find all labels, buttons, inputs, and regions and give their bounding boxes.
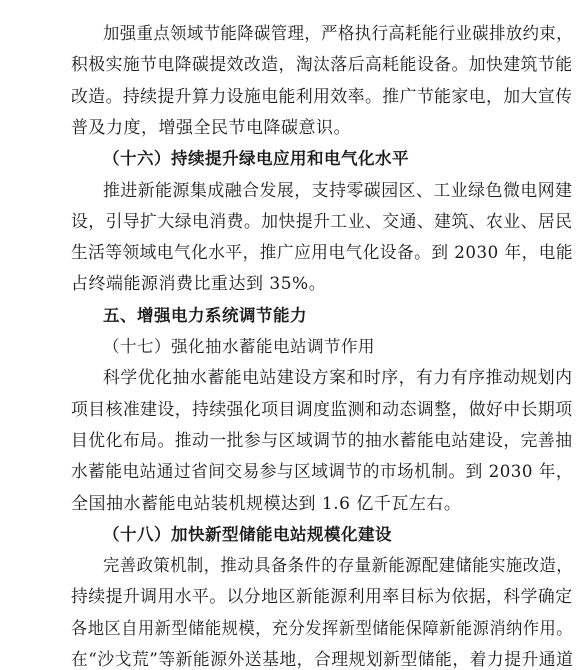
text-line: 项目核准建设，持续强化项目调度监测和动态调整，做好中长期项	[71, 399, 573, 420]
text-line: 积极实施节电降碳提效改造，淘汰落后高耗能设备。加快建筑节能	[71, 55, 573, 76]
text-line: 占终端能源消费比重达到 35%。	[71, 274, 327, 295]
text-line: 在“沙戈荒”等新能源外送基地，合理规划新型储能，着力提升通道	[71, 650, 574, 670]
section-heading: 五、增强电力系统调节能力	[103, 305, 307, 325]
text-line: 生活等领域电气化水平，推广应用电气化设备。到 2030 年，电能	[71, 243, 574, 264]
text-line: 科学优化抽水蓄能电站建设方案和时序，有力有序推动规划内	[103, 368, 573, 389]
text-line: 设，引导扩大绿电消费。加快提升工业、交通、建筑、农业、居民	[71, 211, 573, 232]
text-line: 改造。持续提升算力设施电能利用效率。推广节能家电，加大宣传	[71, 86, 573, 107]
text-line: 目优化布局。推动一批参与区域调节的抽水蓄能电站建设，完善抽	[71, 430, 573, 451]
text-line: 全国抽水蓄能电站装机规模达到 1.6 亿千瓦左右。	[71, 493, 462, 514]
text-line: 加强重点领域节能降碳管理，严格执行高耗能行业碳排放约束，	[103, 24, 574, 44]
text-line: 各地区自用新型储能规模，充分发挥新型储能保障新能源消纳作用。	[71, 618, 574, 639]
text-line: 持续提升调用水平。以分地区新能源利用率目标为依据，科学确定	[71, 587, 573, 608]
section-subheading: （十六）持续提升绿电应用和电气化水平	[103, 149, 409, 169]
text-line: 普及力度，增强全民节电降碳意识。	[71, 117, 351, 138]
section-subheading: （十八）加快新型储能电站规模化建设	[103, 524, 392, 544]
text-line: 推进新能源集成融合发展，支持零碳园区、工业绿色微电网建	[103, 180, 573, 201]
text-line: 水蓄能电站通过省间交易参与区域调节的市场机制。到 2030 年，	[71, 462, 574, 483]
section-subheading: （十七）强化抽水蓄能电站调节作用	[103, 337, 375, 356]
text-line: 完善政策机制，推动具备条件的存量新能源配建储能实施改造，	[103, 556, 574, 577]
